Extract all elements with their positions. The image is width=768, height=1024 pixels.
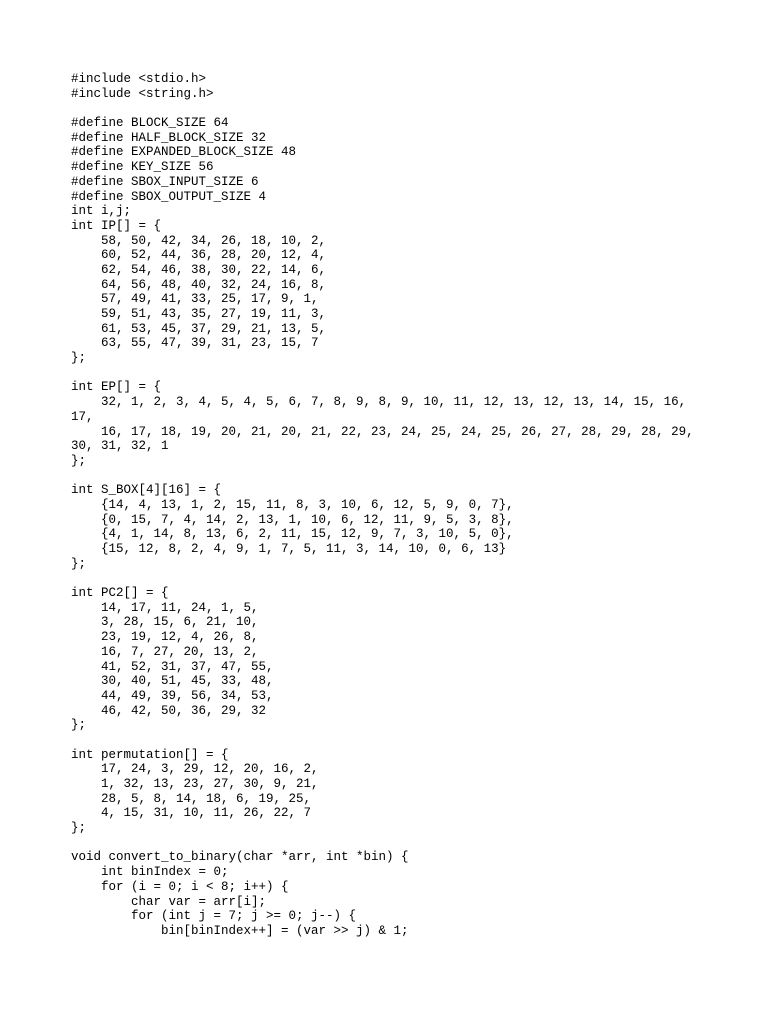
code-line: 62, 54, 46, 38, 30, 22, 14, 6,: [71, 262, 327, 277]
code-line: char var = arr[i];: [71, 894, 267, 909]
code-line: 28, 5, 8, 14, 18, 6, 19, 25,: [71, 791, 312, 806]
code-line: 41, 52, 31, 37, 47, 55,: [71, 659, 274, 674]
code-line: };: [71, 453, 87, 468]
code-line: };: [71, 821, 87, 836]
code-line: int S_BOX[4][16] = {: [71, 483, 222, 498]
code-line: 1, 32, 13, 23, 27, 30, 9, 21,: [71, 777, 319, 791]
code-line: #define KEY_SIZE 56: [71, 160, 214, 175]
code-line: [71, 101, 711, 116]
code-line: };: [71, 556, 87, 571]
code-line: 63, 55, 47, 39, 31, 23, 15, 7: [71, 336, 319, 351]
code-line: 4, 15, 31, 10, 11, 26, 22, 7: [71, 806, 312, 821]
code-line: 16, 17, 18, 19, 20, 21, 20, 21, 22, 23, 24, 25, 24, 25, 26, 27, 28, 29, 28, 29,: [71, 424, 694, 439]
source-code-listing: [71, 72, 711, 939]
code-line: int binIndex = 0;: [71, 865, 229, 880]
code-line: #include <stdio.h>: [71, 72, 207, 86]
code-line: 46, 42, 50, 36, 29, 32: [71, 703, 267, 718]
code-line: for (i = 0; i < 8; i++) {: [71, 879, 289, 894]
code-line: 17, 24, 3, 29, 12, 20, 16, 2,: [71, 762, 319, 777]
code-line: int permutation[] = {: [71, 747, 229, 762]
code-line: [71, 366, 711, 381]
code-line: 3, 28, 15, 6, 21, 10,: [71, 615, 259, 630]
code-line: 30, 31, 32, 1: [71, 439, 169, 454]
code-line: {15, 12, 8, 2, 4, 9, 1, 7, 5, 11, 3, 14, 10, 0, 6, 13}: [71, 542, 507, 556]
code-line: };: [71, 351, 87, 366]
code-line: 61, 53, 45, 37, 29, 21, 13, 5,: [71, 321, 327, 336]
code-line: 59, 51, 43, 35, 27, 19, 11, 3,: [71, 307, 327, 321]
code-line: 16, 7, 27, 20, 13, 2,: [71, 644, 259, 659]
code-line: [71, 469, 711, 484]
code-line: 44, 49, 39, 56, 34, 53,: [71, 688, 274, 703]
code-line: #include <string.h>: [71, 86, 214, 101]
code-line: 14, 17, 11, 24, 1, 5,: [71, 600, 259, 615]
code-line: [71, 571, 711, 586]
code-line: #define EXPANDED_BLOCK_SIZE 48: [71, 145, 297, 160]
code-line: 23, 19, 12, 4, 26, 8,: [71, 630, 259, 645]
code-line: [71, 836, 711, 851]
code-line: {0, 15, 7, 4, 14, 2, 13, 1, 10, 6, 12, 11, 9, 5, 3, 8},: [71, 512, 514, 527]
code-line: [71, 733, 711, 748]
code-line: int EP[] = {: [71, 380, 162, 395]
code-line: 60, 52, 44, 36, 28, 20, 12, 4,: [71, 248, 327, 263]
code-line: };: [71, 718, 87, 733]
code-line: {14, 4, 13, 1, 2, 15, 11, 8, 3, 10, 6, 12, 5, 9, 0, 7},: [71, 497, 514, 512]
code-line: bin[binIndex++] = (var >> j) & 1;: [71, 923, 409, 938]
code-line: void convert_to_binary(char *arr, int *bin) {: [71, 850, 409, 865]
code-line: 64, 56, 48, 40, 32, 24, 16, 8,: [71, 277, 327, 292]
code-line: 58, 50, 42, 34, 26, 18, 10, 2,: [71, 233, 327, 248]
code-line: {4, 1, 14, 8, 13, 6, 2, 11, 15, 12, 9, 7, 3, 10, 5, 0},: [71, 527, 514, 542]
code-line: #define BLOCK_SIZE 64: [71, 116, 229, 131]
code-line: 30, 40, 51, 45, 33, 48,: [71, 674, 274, 689]
code-line: int PC2[] = {: [71, 586, 169, 601]
code-line: for (int j = 7; j >= 0; j--) {: [71, 909, 357, 924]
code-line: int i,j;: [71, 204, 132, 219]
code-line: 57, 49, 41, 33, 25, 17, 9, 1,: [71, 292, 319, 307]
code-line: #define SBOX_INPUT_SIZE 6: [71, 174, 259, 189]
code-line: #define SBOX_OUTPUT_SIZE 4: [71, 189, 267, 204]
code-line: #define HALF_BLOCK_SIZE 32: [71, 130, 267, 145]
code-line: int IP[] = {: [71, 218, 162, 233]
code-line: 32, 1, 2, 3, 4, 5, 4, 5, 6, 7, 8, 9, 8, 9, 10, 11, 12, 13, 12, 13, 14, 15, 16,: [71, 395, 687, 410]
code-line: 17,: [71, 409, 94, 424]
